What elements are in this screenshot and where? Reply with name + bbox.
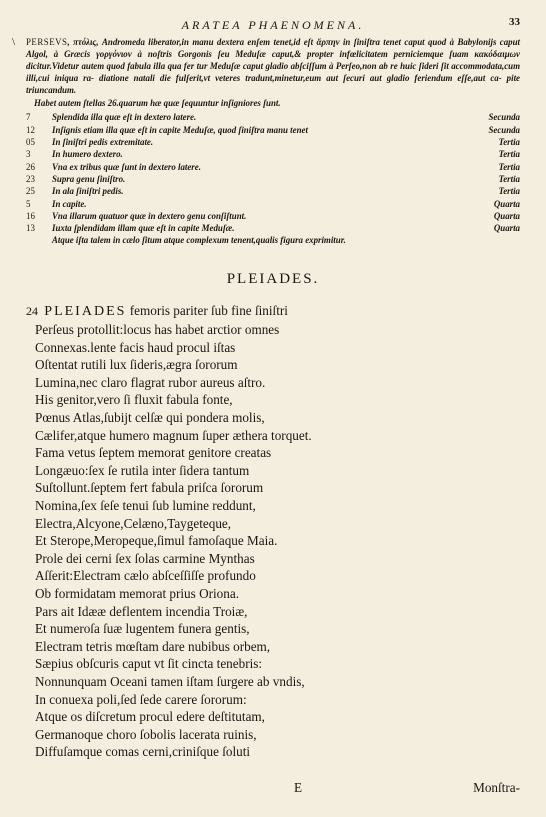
star-magnitude: Tertia xyxy=(498,161,520,172)
star-description: In capite. xyxy=(52,198,87,209)
poem-line: Longæuo:ſex ſe rutila inter ſidera tantum xyxy=(35,462,250,478)
poem-line: Suſtollunt.ſeptem fert fabula priſca ſororum xyxy=(35,480,264,496)
star-description: Inſignis etiam illa quæ eſt in capite Meduſæ, quod ſiniſtra manu tenet xyxy=(52,124,308,135)
poem-line: Germanoque choro ſobolis lacerata ruinis, xyxy=(35,726,257,742)
star-magnitude: Tertia xyxy=(498,137,520,148)
poem-line: Diffuſamque comas cerni,criniſque ſoluti xyxy=(35,744,251,760)
star-row xyxy=(26,173,520,185)
poem-line: Fama vetus ſeptem memorat genitore creatas xyxy=(35,445,272,461)
poem-line: Ob formidatam memorat prius Oriona. xyxy=(35,585,239,601)
poem-line: Perſeus protollit:locus has habet arctior omnes xyxy=(35,322,280,338)
star-row xyxy=(26,124,520,136)
poem-first-line xyxy=(26,302,520,321)
poem-line: Nonnunquam Oceani tamen iſtam ſurgere ab vndis, xyxy=(35,673,305,689)
star-description: In ſiniſtri pedis extremitate. xyxy=(52,137,154,148)
running-title: ARATEA PHAENOMENA. xyxy=(181,18,365,32)
star-number: 7 xyxy=(26,112,31,123)
star-description: Vna ex tribus quæ ſunt in dextero latere. xyxy=(52,161,201,172)
star-number: 12 xyxy=(26,124,35,135)
poem-line: Et Sterope,Meropeque,ſimul famoſaque Maia. xyxy=(35,533,278,549)
poem-line: Pœnus Atlas,ſubijt celſæ qui pondera molis, xyxy=(35,410,265,425)
star-row xyxy=(26,198,520,210)
star-row xyxy=(26,210,520,222)
poem-line: Et numeroſa ſuæ lugentem funera gentis, xyxy=(35,621,250,637)
star-magnitude: Secunda xyxy=(488,112,520,123)
star-row xyxy=(26,222,520,234)
perseus-intro-paragraph xyxy=(26,36,520,96)
star-number: 16 xyxy=(26,210,35,221)
poem-line: Connexas.lente facis haud procul iſtas xyxy=(35,339,236,355)
poem-line: Aſſerit:Electram cælo abſceſſiſſe profundo xyxy=(35,568,256,584)
poem-line: Cælifer,atque humero magnum ſuper æthera torquet. xyxy=(35,427,312,443)
star-row xyxy=(26,148,520,160)
star-magnitude: Quarta xyxy=(493,210,520,221)
pleiades-poem xyxy=(26,302,520,760)
poem-line: Prole dei cerni ſex ſolas carmine Mynthas xyxy=(35,550,255,566)
stars-closing: Atque iſta talem in cælo ſitum atque complexum tenent,qualis figura exprimitur. xyxy=(52,235,346,246)
catchword: Monſtra- xyxy=(473,780,520,795)
poem-line: Pars ait Idææ deflentem incendia Troiæ, xyxy=(35,603,248,619)
poem-line: Electram tetris mœſtam dare nubibus orbem, xyxy=(35,638,271,654)
star-magnitude: Tertia xyxy=(498,186,520,197)
star-number: 26 xyxy=(26,161,35,172)
poem-line: Atque os diſcretum procul edere deſtitutam, xyxy=(35,709,265,725)
star-magnitude: Tertia xyxy=(498,149,520,160)
star-magnitude: Secunda xyxy=(488,124,520,135)
intro-text: , πτόλις, Andromeda liberator,in manu dextera enſem tenet,id eſt ἅρπην in ſiniſtra tenet caput quod à Babylonijs caput Algol, à Græcis γοργόνιον à noſtris Gorgonis ſeu Meduſæ caput,& propter infœlicitatem perniciemque ſuam κακόδαιμων dicitur.Videtur autem quod fabula illa qua fer tur Meduſæ caput gladio abſciſſum à Perſeo,non ab re huic ſideri ſit accommodata,cum illi,cui iniqua ra- diatione natali die fulſerit,vt veteres tradunt,minetur,eum aut ſecuri aut gladio feriendum eſſe,aut ca- pite triuncandum. xyxy=(26,37,520,96)
poem-line: Oſtentat rutili lux ſideris,ægra ſororum xyxy=(35,357,238,373)
star-row xyxy=(26,161,520,173)
poem-line: Nomina,ſex ſeſe tenui ſub lumine reddunt, xyxy=(35,497,256,513)
poem-line: Electra,Alcyone,Celæno,Taygeteque, xyxy=(35,515,232,531)
star-number: 25 xyxy=(26,186,35,197)
star-magnitude: Quarta xyxy=(493,198,520,209)
stars-heading: Habet autem ſtellas 26.quarum hæ quæ ſequuntur inſigniores ſunt. xyxy=(34,98,281,109)
section-title: PLEIADES. xyxy=(226,271,320,288)
star-number: 05 xyxy=(26,137,35,148)
poem-line: Sæpius obſcuris caput vt ſit cincta tenebris: xyxy=(35,656,263,672)
intro-opening-word: PERSEVS xyxy=(26,37,68,47)
star-row xyxy=(26,136,520,148)
star-row xyxy=(26,111,520,123)
star-description: In ala ſiniſtri pedis. xyxy=(52,186,124,197)
page-number: 33 xyxy=(509,16,520,28)
poem-line-number: 24 xyxy=(26,304,38,319)
poem-line: His genitor,vero ſi fluxit fabula fonte, xyxy=(35,392,233,408)
poem-first-line-rest: femoris pariter ſub fine ſiniſtri xyxy=(126,303,288,319)
signature-mark: E xyxy=(294,780,303,795)
star-magnitude: Quarta xyxy=(493,223,520,234)
star-number: 13 xyxy=(26,223,35,234)
star-number: 5 xyxy=(26,198,31,209)
margin-mark: \ xyxy=(12,36,16,48)
star-description: Supra genu ſiniſtro. xyxy=(52,173,126,184)
star-number: 3 xyxy=(26,149,31,160)
poem-first-word: PLEIADES xyxy=(44,304,127,320)
star-number: 23 xyxy=(26,173,35,184)
star-description: Vna illarum quatuor quæ in dextero genu conſiſtunt. xyxy=(52,210,247,221)
star-row xyxy=(26,185,520,197)
star-magnitude: Tertia xyxy=(498,173,520,184)
star-list xyxy=(26,111,520,234)
star-description: Splendida illa quæ eſt in dextero latere. xyxy=(52,112,197,123)
poem-line: In conuexa poli,ſed ſede carere ſororum: xyxy=(35,691,247,707)
star-description: Iuxta ſplendidam illam quæ eſt in capite Meduſæ. xyxy=(52,223,235,234)
star-description: In humero dextero. xyxy=(52,149,123,160)
poem-line: Lumina,nec claro flagrat rubor aureus aſtro. xyxy=(35,374,266,390)
